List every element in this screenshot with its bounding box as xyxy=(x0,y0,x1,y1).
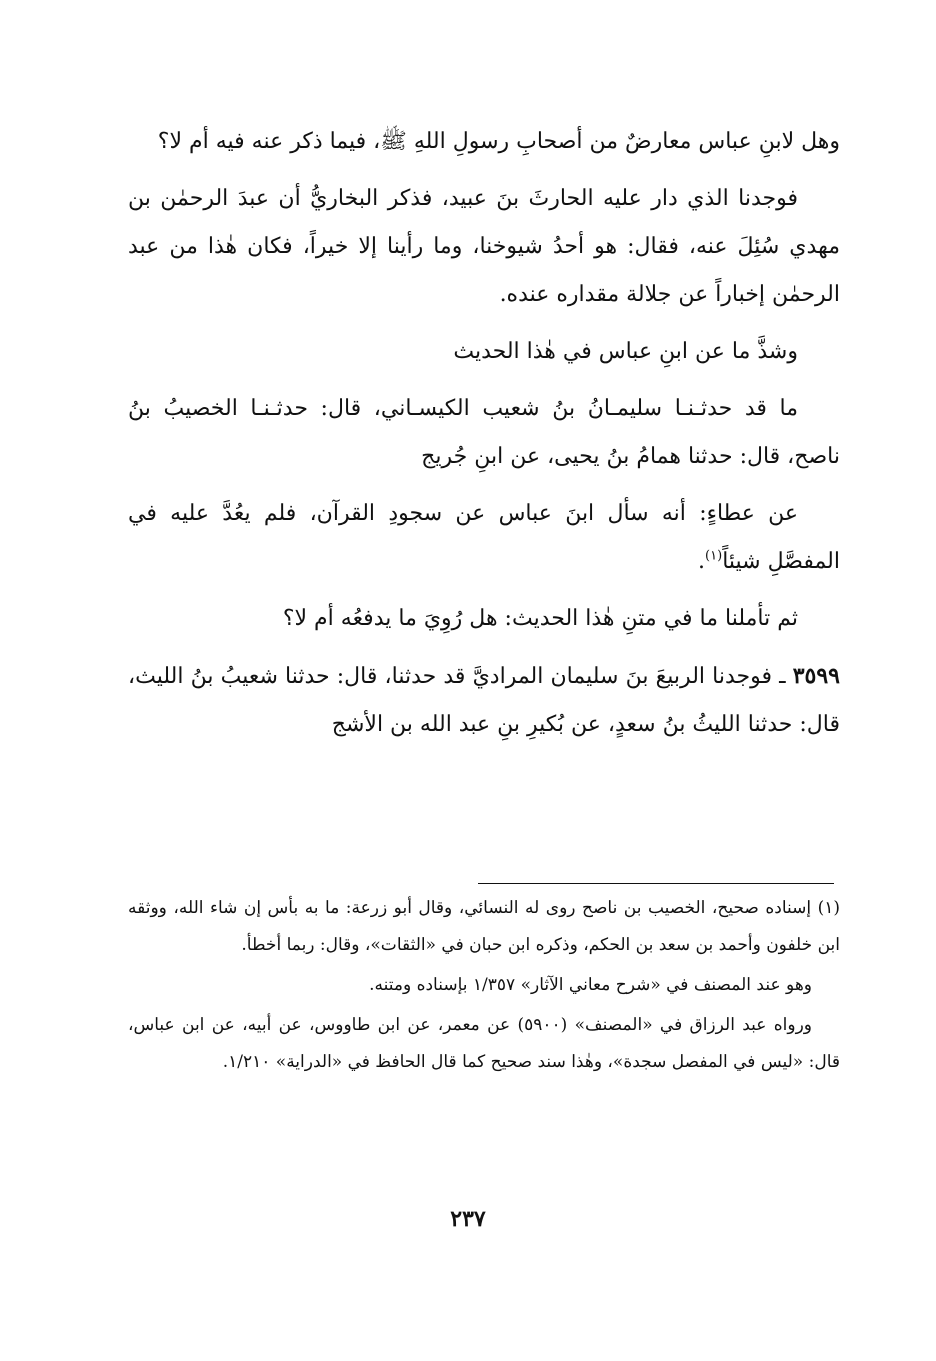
paragraph-1: وهل لابنِ عباس معارضٌ من أصحابِ رسولِ اللهِ ﷺ، فيما ذكر عنه فيه أم لا؟ xyxy=(157,129,840,154)
page-number: ٢٣٧ xyxy=(450,1206,486,1232)
paragraph-5-text: عن عطاءٍ: أنه سأل ابنَ عباس عن سجودِ القرآن، فلم يعُدَّ عليه في المفصَّلِ شيئاً xyxy=(128,501,840,574)
footnote-2: وهو عند المصنف في «شرح معاني الآثار» ١/٣٥٧ بإسناده ومتنه. xyxy=(369,975,812,995)
footnotes xyxy=(128,890,840,1084)
main-text xyxy=(128,118,840,758)
paragraph-6: ثم تأملنا ما في متنِ هٰذا الحديث: هل رُوِيَ ما يدفعُه أم لا؟ xyxy=(282,606,798,631)
hadith-text: ـ فوجدنا الربيعَ بنَ سليمان المراديَّ قد حدثنا، قال: حدثنا شعيبُ بنُ الليث، قال: حدثنا الليثُ بنُ سعدٍ، عن بُكيرِ بنِ عبد الله بن الأشج xyxy=(128,664,840,737)
footnote-reference[interactable]: (١) xyxy=(705,548,723,564)
paragraph-3: وشذَّ ما عن ابنِ عباس في هٰذا الحديث xyxy=(453,339,798,364)
footnote-separator xyxy=(478,883,834,884)
hadith-paragraph xyxy=(128,652,840,749)
paragraph-2: فوجدنا الذي دار عليه الحارثَ بنَ عبيد، فذكر البخاريُّ أن عبدَ الرحمٰن بن مهدي سُئِلَ عنه، فقال: هو أحدُ شيوخنا، وما رأينا إلا خيراً، فكان هٰذا من عبد الرحمٰن إخباراً عن جلالة مقداره عنده. xyxy=(128,186,840,307)
footnote-3: ورواه عبد الرزاق في «المصنف» (٥٩٠٠) عن معمر، عن ابن طاووس، عن أبيه، عن ابن عباس، قال: «ليس في المفصل سجدة»، وهٰذا سند صحيح كما قال الحافظ في «الدراية» ١/٢١٠. xyxy=(128,1015,840,1072)
footnote-1: (١) إسناده صحيح، الخصيب بن ناصح روى له النسائي، وقال أبو زرعة: ما به بأس إن شاء الله، ووثقه ابن خلفون وأحمد بن سعد بن الحكم، وذكره ابن حبان في «الثقات»، وقال: ربما أخطأ. xyxy=(128,898,840,955)
hadith-number: ٣٥٩٩ xyxy=(792,663,840,689)
paragraph-5: عن عطاءٍ: أنه سأل ابنَ عباس عن سجودِ القرآن، فلم يعُدَّ عليه في المفصَّلِ شيئاً$^{(١)}$. xyxy=(128,501,840,574)
paragraph-4: ما قد حدثـنـا سليمـانُ بنُ شعيب الكيسـاني، قال: حدثـنـا الخصيبُ بنُ ناصح، قال: حدثنا همامُ بنُ يحيى، عن ابنِ جُريج xyxy=(128,396,840,469)
